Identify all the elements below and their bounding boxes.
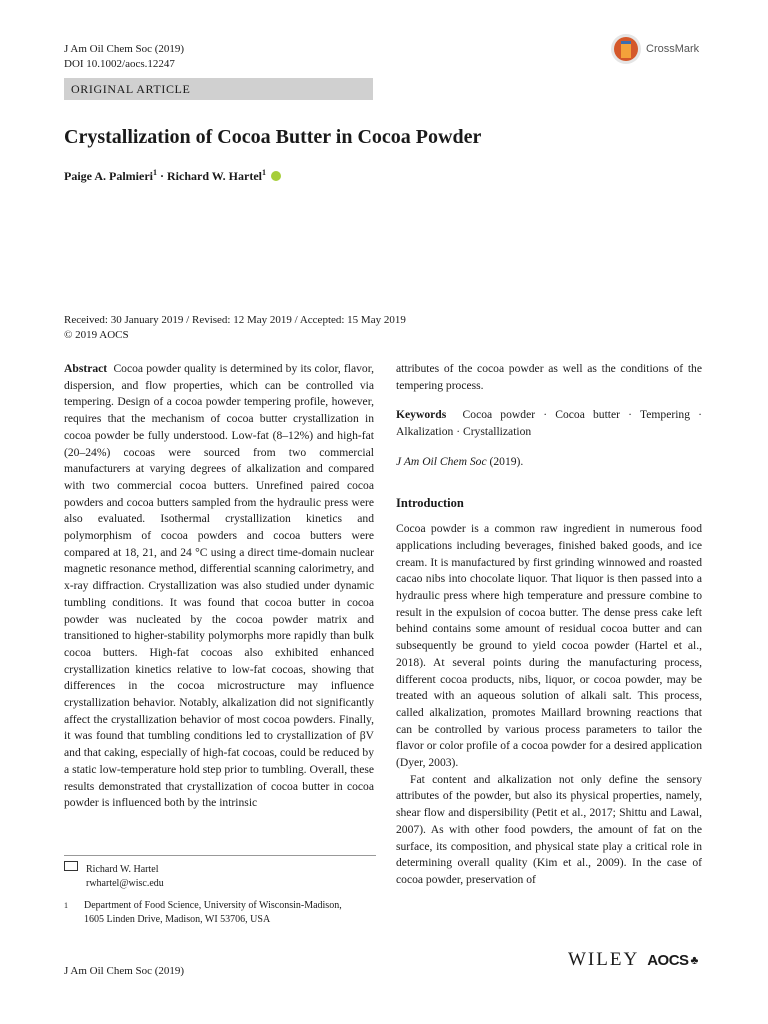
aocs-logo: AOCS <box>647 951 689 969</box>
article-type-bar <box>64 78 373 100</box>
article-title: Crystallization of Cocoa Butter in Cocoa Powder <box>64 126 482 148</box>
author-name[interactable]: Richard W. Hartel <box>167 169 262 183</box>
crossmark-icon <box>610 33 642 65</box>
doi-line[interactable]: DOI 10.1002/aocs.12247 <box>64 58 175 70</box>
keywords-paragraph <box>396 407 702 440</box>
journal-header-line: J Am Oil Chem Soc (2019) <box>64 43 185 55</box>
copyright-line: © 2019 AOCS <box>64 329 129 341</box>
wiley-logo: WILEY <box>568 949 640 970</box>
keywords-text: Cocoa powder · Cocoa butter · Tempering · Alkalization · Crystallization <box>396 408 703 439</box>
author-name[interactable]: Paige A. Palmieri <box>64 169 153 183</box>
author-separator: · <box>156 169 167 183</box>
footer-journal-line: J Am Oil Chem Soc (2019) <box>64 965 185 977</box>
author-affiliation-marker: 1 <box>152 168 157 177</box>
crossmark-badge[interactable] <box>610 32 720 66</box>
footnote-divider <box>64 855 376 856</box>
keywords-label: Keywords <box>396 408 447 422</box>
author-affiliation-marker: 1 <box>262 168 266 177</box>
orcid-icon[interactable] <box>271 171 281 181</box>
abstract-paragraph <box>64 361 374 812</box>
envelope-icon <box>64 861 78 871</box>
affiliation-number: 1 <box>64 901 68 910</box>
citation-year: (2019). <box>489 454 524 468</box>
corresponding-author-name: Richard W. Hartel <box>86 864 159 875</box>
left-column <box>64 361 374 812</box>
abstract-text: Cocoa powder quality is determined by its color, flavor, dispersion, and flow properties, which can be controlled via tempering. Design of a cocoa powder tempering profile, however, requires that the mechanism of cocoa butter crystallization in cocoa powder be fully understood. Low-fat (8–12%) and high-fat (20–24%) cocoas were sourced from two commercial manufacturers at varying degrees of alkalization and compared with two commercial cocoa butters. Unrefined paired cocoa powders and cocoa butters sampled from the hydraulic press were also evaluated. Isothermal crystallization kinetics and polymorphism of cocoa powders and cocoa butters were compared at 18, 21, and 24 °C using a direct time-domain nuclear magnetic resonance method, differential scanning calorimetry, and x-ray diffraction. Crystallization was also studied under dynamic tumbling conditions. It was found that cocoa butter in cocoa powder was nucleated by the cocoa powder matrix and transitioned to higher-stability polymorphs more rapidly than bulk cocoa butters. High-fat cocoas also exhibited enhanced crystallization kinetics relative to low-fat cocoas, showing that differences in the cocoa microstructure may influence crystallization behavior. Notably, alkalization did not significantly affect the crystallization behavior of most cocoa powders. Finally, it was found that tumbling conditions led to crystallization of βV and that caking, especially of high-fat cocoas, could be reduced by a static low-temperature hold step prior to tumbling. Overall, these results demonstrated that crystallization of cocoa butter in cocoa powder is influenced both by the intrinsic <box>64 362 375 810</box>
citation-line <box>396 454 702 471</box>
section-heading-introduction: Introduction <box>396 495 464 510</box>
publisher-logos <box>568 949 698 971</box>
publication-dates <box>64 313 406 343</box>
abstract-label: Abstract <box>64 362 108 375</box>
crossmark-label: CrossMark <box>646 43 700 55</box>
intro-paragraph: Cocoa powder is a common raw ingredient in numerous food applications including beverages, finished baked goods, and ice cream. It is manufactured by first grinding winnowed and roasted cacao nibs into chocolate liquor. That liquor is then passed into a hydraulic press where high temperature and pressure combine to result in the expulsion of cocoa butter. The dense press cake left behind contains some amount of residual cocoa butter and can subsequently be ground to yield cocoa powder (Hartel et al., 2018). At several points during the manufacturing process, different cocoa products, nibs, liquor, or cocoa powder, may be treated with an aqueous solution of alkali salt. This process, called alkalization, promotes Maillard browning reactions that can be controlled by various process parameters to tailor the flavor or color profile of a cocoa powder for a desired application (Dyer, 2003). <box>396 522 702 770</box>
intro-paragraph: Fat content and alkalization not only define the sensory attributes of the powder, but also its physical properties, namely, shear flow and dispersibility (Petit et al., 2017; Shittu and Lawal, 2007). As with other food powders, the amount of fat on the surface, its composition, and physical state play a critical role in determining overall quality (Kim et al., 2009). In the case of cocoa powder, preservation of <box>396 772 702 886</box>
affiliation-footnote <box>64 899 374 927</box>
corresponding-author-email[interactable]: rwhartel@wisc.edu <box>86 878 164 889</box>
citation-journal: J Am Oil Chem Soc <box>396 454 487 468</box>
aocs-mark-icon: ♣ <box>690 952 699 967</box>
author-list <box>64 168 281 184</box>
affiliation-line: Department of Food Science, University of Wisconsin-Madison, <box>84 900 342 911</box>
corresponding-author <box>64 861 164 891</box>
received-revised-accepted: Received: 30 January 2019 / Revised: 12 May 2019 / Accepted: 15 May 2019 <box>64 314 406 326</box>
affiliation-line: 1605 Linden Drive, Madison, WI 53706, USA <box>84 914 271 925</box>
right-column <box>396 361 702 889</box>
article-type-label: ORIGINAL ARTICLE <box>71 82 191 96</box>
abstract-continued: attributes of the cocoa powder as well as the conditions of the tempering process. <box>396 362 702 392</box>
